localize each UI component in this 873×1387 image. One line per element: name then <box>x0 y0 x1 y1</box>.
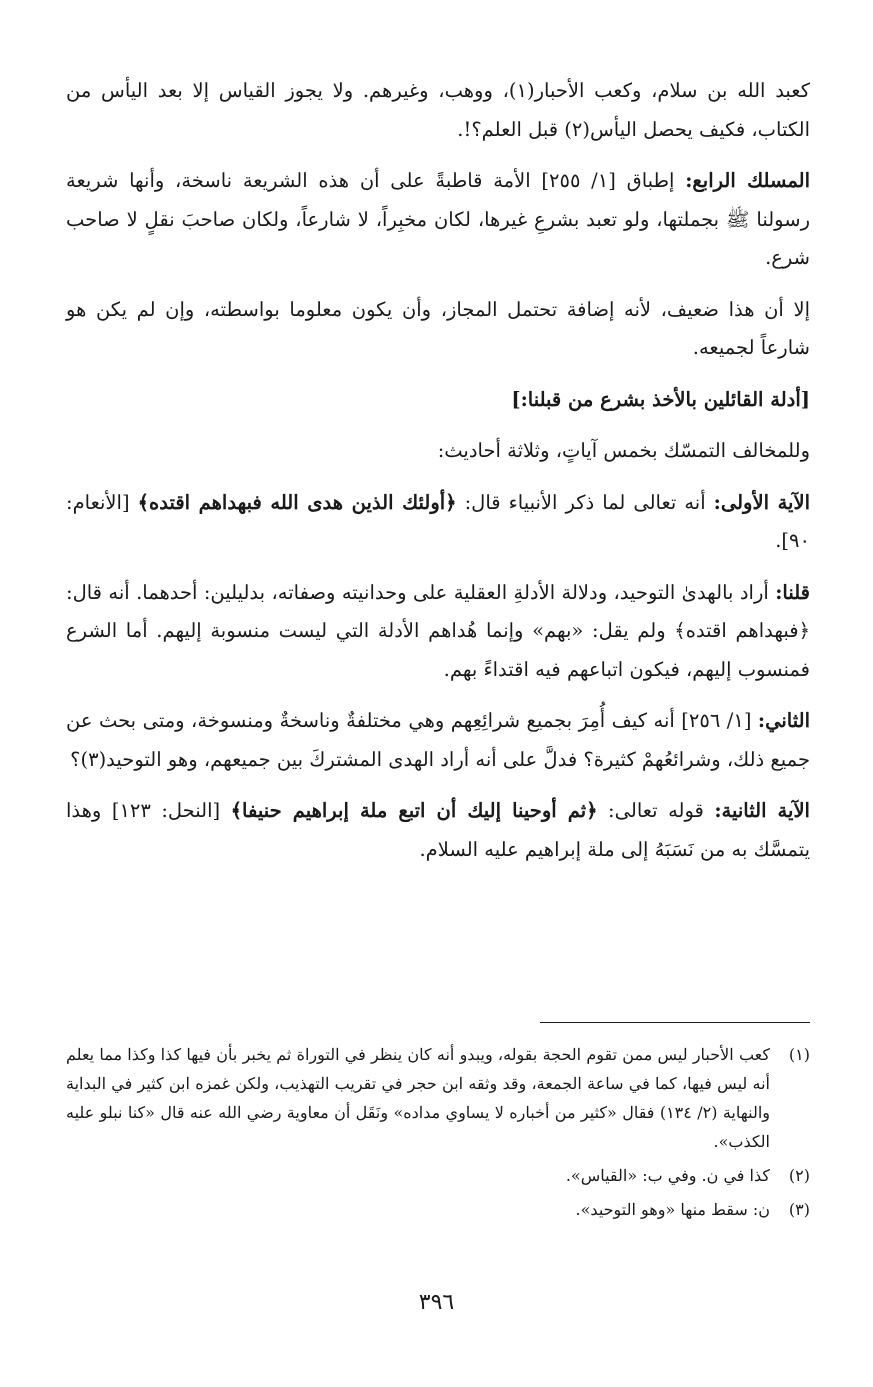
quran-verse-1: ﴿أولئك الذين هدى الله فبهداهم اقتده﴾ <box>137 490 457 514</box>
footnote-3 <box>66 1195 810 1224</box>
footnote-divider <box>540 1022 810 1023</box>
paragraph-2-text: إطباق [١/ ٢٥٥] الأمة قاطبةً على أن هذه الشريعة ناسخة، وأنها شريعة رسولنا ﷺ بجملتها، ولو تعبد بشرعِ غيرها، لكان مخبِراً، لا شارعاً، ولكان صاحبَ نقلٍ لا صاحب شرع. <box>66 169 810 269</box>
paragraph-1: كعبد الله بن سلام، وكعب الأحبار(١)، ووهب، وغيرهم. ولا يجوز القياس إلا بعد اليأس من الكتاب، فكيف يحصل اليأس(٢) قبل العلم؟!. <box>66 79 811 141</box>
paragraph-6 <box>66 484 810 561</box>
footnote-text: كعب الأحبار ليس ممن تقوم الحجة بقوله، ويبدو أنه كان ينظر في التوراة ثم يخبر بأن فيها كذا وكذا مما يعلم أنه ليس فيها، كما في ساعة الجمعة، وقد وثقه ابن حجر في تقريب التهذيب، ولكن غمزه ابن كثير في البداية والنهاية (٢/ ١٣٤) فقال «كثير من أخباره لا يساوي مداده» ونَقَل أن معاوية رضي الله عنه قال «كنا نبلو عليه الكذب». <box>66 1045 771 1151</box>
paragraph-6-text-b: [الأنعام: ٩٠]. <box>66 490 810 552</box>
paragraph-9 <box>66 792 810 869</box>
footnote-1 <box>66 1040 810 1156</box>
paragraph-8-lead: الثاني: <box>757 709 810 732</box>
paragraph-8-text: [١/ ٢٥٦] أنه كيف أُمِرَ بجميع شرائِعِهم وهي مختلفةٌ وناسخةٌ ومنسوخة، ومتى بحث عن جميع ذلك، وشرائعُهمْ كثيرة؟ فدلَّ على أنه أراد الهدى المشتركَ بين جميعهم، وهو التوحيد(٣)؟ <box>66 709 810 771</box>
page-number: ٣٩٦ <box>418 1290 455 1315</box>
paragraph-6-text-a: أنه تعالى لما ذكر الأنبياء قال: <box>456 490 714 514</box>
paragraph-2 <box>66 162 810 278</box>
paragraph-9-lead: الآية الثانية: <box>714 799 810 822</box>
footnotes <box>66 1040 810 1229</box>
paragraph-9-text-a: قوله تعالى: <box>597 799 715 822</box>
footnote-text: كذا في ن. وفي ب: «القياس». <box>565 1166 770 1185</box>
section-heading: [أدلة القائلين بالأخذ بشرع من قبلنا:] <box>511 387 810 411</box>
main-text <box>66 72 810 882</box>
paragraph-6-lead: الآية الأولى: <box>713 490 811 514</box>
paragraph-5: وللمخالف التمسّك بخمس آياتٍ، وثلاثة أحاديث: <box>437 439 810 462</box>
paragraph-3: إلا أن هذا ضعيف، لأنه إضافة تحتمل المجاز، وأن يكون معلوما بواسطته، وإن لم يكن هو شارعاً لجميعه. <box>66 297 810 359</box>
footnote-2 <box>66 1161 810 1190</box>
paragraph-2-lead: المسلك الرابع: <box>685 169 810 192</box>
paragraph-8 <box>66 702 810 779</box>
footnote-number: (١) <box>788 1045 810 1064</box>
paragraph-7-lead: قلنا: <box>775 580 810 604</box>
paragraph-7-text: أراد بالهدىٰ التوحيد، ودلالة الأدلةِ العقلية على وحدانيته وصفاته، بدليلين: أحدهما. أنه قال: ﴿فبهداهم اقتده﴾ ولم يقل: «بهم» وإنما هُداهم الأدلة التي ليست منسوبة إليهم. أما الشرع فمنسوب إليهم، فيكون اتباعهم فيه اقتداءً بهم. <box>66 580 810 681</box>
footnote-number: (٣) <box>788 1200 810 1219</box>
footnote-text: ن: سقط منها «وهو التوحيد». <box>575 1200 770 1219</box>
paragraph-7 <box>66 574 810 690</box>
quran-verse-2: ﴿ثم أوحينا إليك أن اتبع ملة إبراهيم حنيفا﴾ <box>230 799 598 822</box>
footnote-number: (٢) <box>788 1166 810 1185</box>
paragraph-9-text-b: [النحل: ١٢٣] وهذا يتمسَّك به من نَسَبَهُ إلى ملة إبراهيم عليه السلام. <box>66 799 810 861</box>
